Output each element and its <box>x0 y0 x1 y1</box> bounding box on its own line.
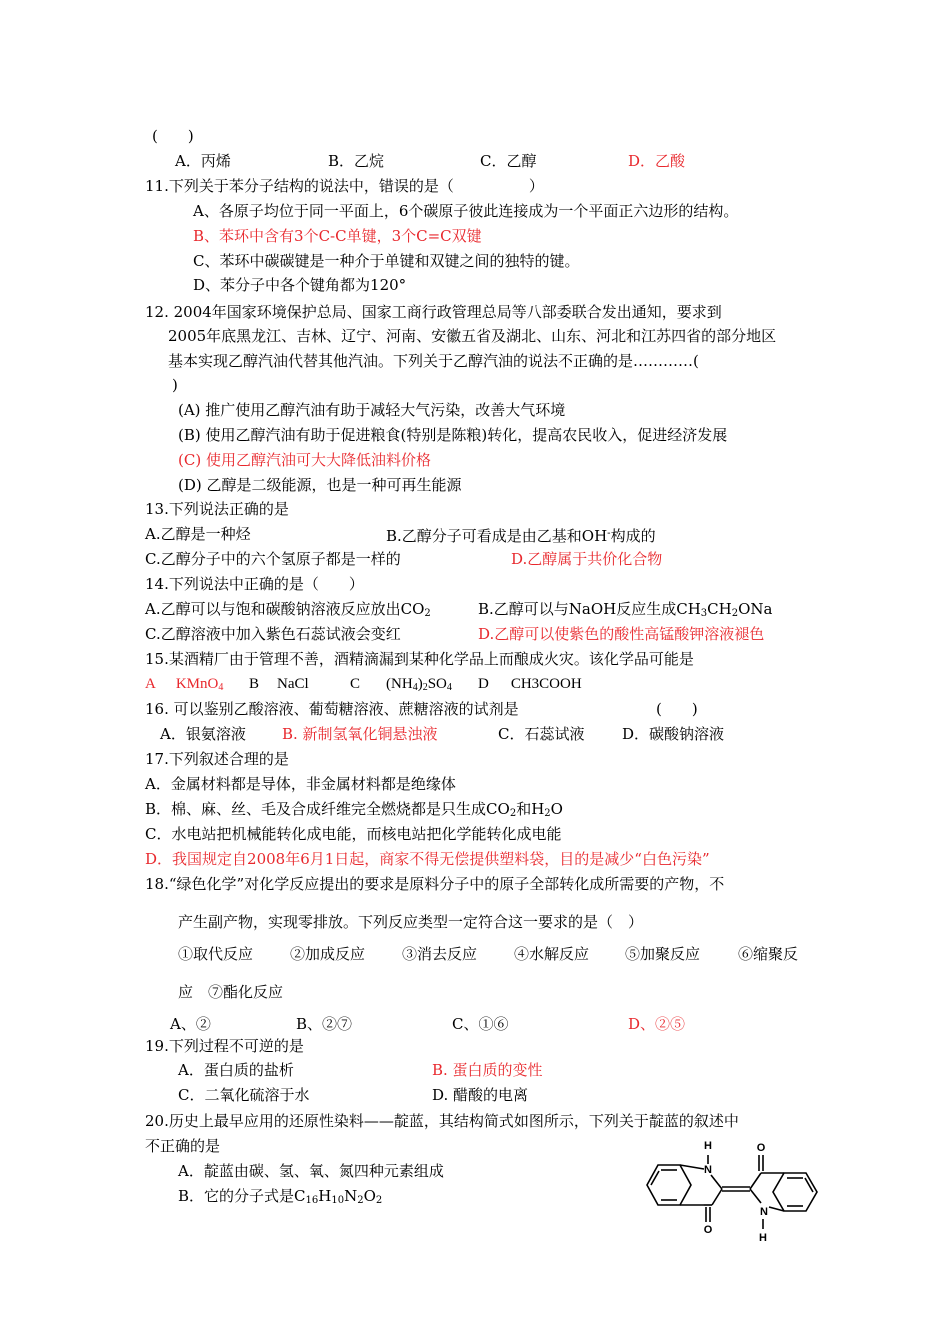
q13-option-a: A.乙醇是一种烃 <box>145 525 251 543</box>
atom-n-left: N <box>704 1164 712 1176</box>
q12-stem-line3: 基本实现乙醇汽油代替其他汽油。下列关于乙醇汽油的说法不正确的是…………( <box>168 352 699 370</box>
q15-option-d: D CH3COOH <box>478 676 582 692</box>
q19-stem: 19.下列过程不可逆的是 <box>145 1037 304 1055</box>
q14-stem: 14.下列说法中正确的是（ ） <box>145 575 364 593</box>
q18-option-a: A、② <box>170 1015 211 1033</box>
q14-option-b: B.乙醇可以与NaOH反应生成$CH_3CH_2ONa$ <box>478 600 773 619</box>
q12-option-b: (B) 使用乙醇汽油有助于促进粮食(特别是陈粮)转化，提高农民收入，促进经济发展 <box>178 426 728 444</box>
q16-option-a: A．银氨溶液 <box>160 725 246 743</box>
q20-option-b: B．它的分子式是$C_{16}H_{10}N_2O_2$ <box>178 1187 383 1206</box>
q18-option-c: C、①⑥ <box>452 1015 509 1033</box>
q12-option-a: (A) 推广使用乙醇汽油有助于减轻大气污染，改善大气环境 <box>178 401 566 419</box>
q11-option-b-answer: B、苯环中含有3个C-C单键，3个C=C双键 <box>193 227 482 245</box>
atom-n-right: N <box>760 1206 768 1218</box>
q12-option-c-answer: (C) 使用乙醇汽油可大大降低油料价格 <box>178 451 431 469</box>
q16-option-b-answer: B. 新制氢氧化铜悬浊液 <box>282 725 438 743</box>
q12-stem-line1: 12. 2004年国家环境保护总局、国家工商行政管理总局等八部委联合发出通知，要求到 <box>145 303 722 321</box>
q12-stem-line4: ) <box>172 376 178 394</box>
q19-option-b-answer: B. 蛋白质的变性 <box>432 1061 543 1079</box>
q14-option-a: A.乙醇可以与饱和碳酸钠溶液反应放出$CO_2$ <box>145 600 431 619</box>
q10-option-b: B．乙烷 <box>328 152 385 170</box>
q18-option-b: B、②⑦ <box>296 1015 353 1033</box>
q19-option-a: A．蛋白质的盐析 <box>178 1061 294 1079</box>
q11-option-c: C、苯环中碳碳键是一种介于单键和双键之间的独特的键。 <box>193 252 580 270</box>
q14-option-c: C.乙醇溶液中加入紫色石蕊试液会变红 <box>145 625 401 643</box>
q13-stem: 13.下列说法正确的是 <box>145 500 289 518</box>
q16-stem: 16. 可以鉴别乙酸溶液、葡萄糖溶液、蔗糖溶液的试剂是 <box>145 700 519 718</box>
q20-option-a: A．靛蓝由碳、氢、氧、氮四种元素组成 <box>178 1162 444 1180</box>
q18-type-6-cont-7: 应 ⑦酯化反应 <box>178 983 284 1001</box>
q19-option-c: C．二氧化硫溶于水 <box>178 1086 310 1104</box>
q18-stem-line2: 产生副产物，实现零排放。下列反应类型一定符合这一要求的是（ ） <box>178 913 644 931</box>
q17-option-d-answer: D．我国规定自2008年6月1日起，商家不得无偿提供塑料袋，目的是减少“白色污染” <box>145 850 710 868</box>
q10-paren: ( ) <box>152 127 194 145</box>
atom-h-bottom: H <box>759 1232 767 1244</box>
indigo-structure-diagram <box>628 1133 846 1251</box>
q18-option-d-answer: D、②⑤ <box>628 1015 686 1033</box>
q16-paren: ( ) <box>656 700 698 718</box>
q15-option-c: C $(NH_4)_2SO_4$ <box>350 676 452 693</box>
q10-option-a: A．丙烯 <box>175 152 231 170</box>
q20-stem-line1: 20.历史上最早应用的还原性染料——靛蓝，其结构简式如图所示，下列关于靛蓝的叙述中 <box>145 1112 739 1130</box>
q17-stem: 17.下列叙述合理的是 <box>145 750 289 768</box>
q18-stem-line1: 18.“绿色化学”对化学反应提出的要求是原料分子中的原子全部转化成所需要的产物，不 <box>145 875 725 893</box>
q17-option-b: B．棉、麻、丝、毛及合成纤维完全燃烧都是只生成$CO_2$和$H_2O$ <box>145 800 563 819</box>
q17-option-c: C．水电站把机械能转化成电能，而核电站把化学能转化成电能 <box>145 825 562 843</box>
q20-stem-line2: 不正确的是 <box>145 1137 221 1155</box>
q13-option-d-answer: D.乙醇属于共价化合物 <box>511 550 663 568</box>
q18-type-2: ②加成反应 <box>290 945 366 963</box>
q15-option-a-answer: A KMnO$_4$ <box>145 676 224 693</box>
q15-stem: 15.某酒精厂由于管理不善，酒精滴漏到某种化学品上而酿成火灾。该化学品可能是 <box>145 650 694 668</box>
atom-o-top: O <box>756 1142 766 1154</box>
q18-type-1: ①取代反应 <box>178 945 254 963</box>
q19-option-d: D. 醋酸的电离 <box>432 1086 529 1104</box>
q18-type-3: ③消去反应 <box>402 945 478 963</box>
q11-stem: 11.下列关于苯分子结构的说法中，错误的是（ ） <box>145 177 544 195</box>
q13-option-b: B.乙醇分子可看成是由乙基和OH-构成的 <box>386 527 656 545</box>
left-benzene-ring <box>647 1165 691 1205</box>
q13-option-c: C.乙醇分子中的六个氢原子都是一样的 <box>145 550 401 568</box>
q15-option-b: B NaCl <box>249 676 309 692</box>
q17-option-a: A．金属材料都是导体，非金属材料都是绝缘体 <box>145 775 456 793</box>
q18-type-4: ④水解反应 <box>514 945 590 963</box>
atom-h-top: H <box>704 1140 712 1152</box>
q18-type-6: ⑥缩聚反 <box>738 945 799 963</box>
atom-o-bottom: O <box>703 1224 713 1236</box>
q14-option-d-answer: D.乙醇可以使紫色的酸性高锰酸钾溶液褪色 <box>478 625 765 643</box>
q12-option-d: (D) 乙醇是二级能源，也是一种可再生能源 <box>178 476 462 494</box>
q18-type-5: ⑤加聚反应 <box>625 945 701 963</box>
q10-option-d-answer: D．乙酸 <box>628 152 686 170</box>
q10-option-c: C．乙醇 <box>480 152 537 170</box>
q12-stem-line2: 2005年底黑龙江、吉林、辽宁、河南、安徽五省及湖北、山东、河北和江苏四省的部分地区 <box>168 327 777 345</box>
q11-option-d: D、苯分子中各个键角都为120° <box>193 276 407 294</box>
q16-option-c: C．石蕊试液 <box>498 725 585 743</box>
q16-option-d: D．碳酸钠溶液 <box>622 725 725 743</box>
q11-option-a: A、各原子均位于同一平面上，6个碳原子彼此连接成为一个平面正六边形的结构。 <box>193 202 739 220</box>
